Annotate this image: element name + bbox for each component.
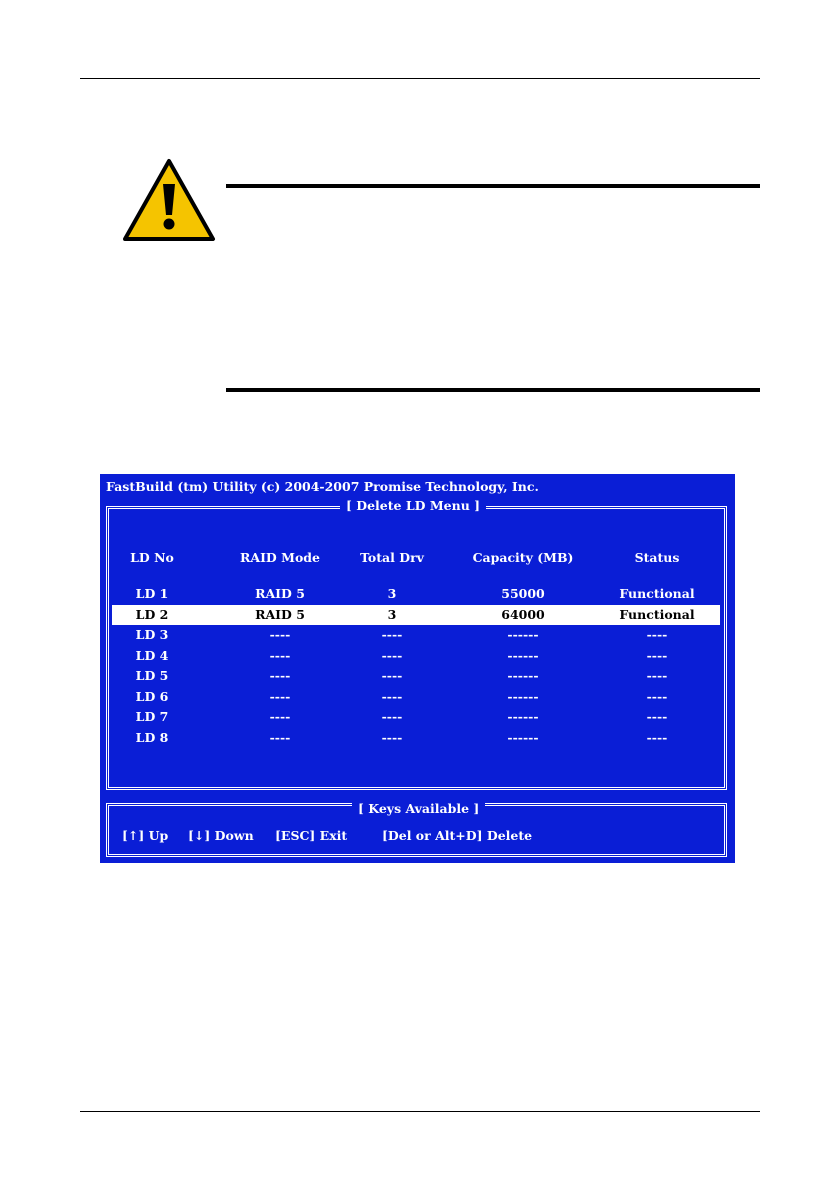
total-drv-cell: ---- bbox=[381, 709, 403, 724]
key-exit-hint[interactable]: [ESC] Exit bbox=[275, 828, 348, 843]
ld-row[interactable] bbox=[112, 646, 720, 666]
key-delete-hint[interactable]: [Del or Alt+D] Delete bbox=[382, 828, 533, 843]
status-cell: Functional bbox=[619, 586, 695, 601]
ld-no-cell: LD 1 bbox=[135, 586, 169, 601]
status-cell: ---- bbox=[646, 688, 668, 704]
raid-mode-cell: ---- bbox=[269, 688, 291, 704]
status-cell: ---- bbox=[646, 647, 668, 663]
raid-mode-cell: RAID 5 bbox=[255, 606, 305, 622]
status-cell: Functional bbox=[619, 606, 695, 622]
keys-title: [ Keys Available ] bbox=[352, 801, 485, 817]
caution-bottom-rule bbox=[226, 388, 760, 392]
ld-no-cell: LD 8 bbox=[135, 729, 169, 745]
fastbuild-utility-screen bbox=[100, 474, 735, 863]
capacity-cell: ------ bbox=[507, 729, 539, 745]
raid-mode-cell: RAID 5 bbox=[255, 586, 305, 601]
caution-top-rule bbox=[226, 184, 760, 188]
col-raid-mode-header: RAID Mode bbox=[240, 550, 320, 565]
key-down-hint[interactable]: [↓] Down bbox=[188, 828, 254, 843]
capacity-cell: ------ bbox=[507, 668, 539, 683]
total-drv-cell: 3 bbox=[387, 586, 397, 601]
status-cell: ---- bbox=[646, 627, 668, 642]
col-status-header: Status bbox=[634, 550, 680, 565]
status-cell: ---- bbox=[646, 729, 668, 745]
col-capacity-header: Capacity (MB) bbox=[472, 550, 574, 565]
status-cell: ---- bbox=[646, 709, 668, 724]
warning-triangle-icon bbox=[122, 158, 216, 242]
raid-mode-cell: ---- bbox=[269, 729, 291, 745]
ld-no-cell: LD 5 bbox=[135, 668, 169, 683]
ld-row[interactable] bbox=[112, 625, 720, 645]
capacity-cell: ------ bbox=[507, 709, 539, 724]
ld-no-cell: LD 7 bbox=[135, 709, 169, 724]
key-up-hint[interactable]: [↑] Up bbox=[122, 828, 169, 843]
top-page-rule bbox=[80, 78, 760, 79]
ld-row[interactable] bbox=[112, 605, 720, 625]
total-drv-cell: ---- bbox=[381, 729, 403, 745]
ld-row[interactable] bbox=[112, 728, 720, 748]
total-drv-cell: ---- bbox=[381, 688, 403, 704]
delete-ld-menu-title: [ Delete LD Menu ] bbox=[340, 498, 486, 514]
capacity-cell: 55000 bbox=[501, 586, 545, 601]
ld-no-cell: LD 3 bbox=[135, 627, 169, 642]
total-drv-cell: 3 bbox=[387, 606, 397, 622]
ld-no-cell: LD 6 bbox=[135, 688, 169, 704]
ld-row[interactable] bbox=[112, 666, 720, 686]
utility-header: FastBuild (tm) Utility (c) 2004-2007 Promise Technology, Inc. bbox=[106, 479, 539, 494]
raid-mode-cell: ---- bbox=[269, 668, 291, 683]
total-drv-cell: ---- bbox=[381, 627, 403, 642]
capacity-cell: ------ bbox=[507, 647, 539, 663]
ld-row[interactable] bbox=[112, 584, 720, 604]
raid-mode-cell: ---- bbox=[269, 647, 291, 663]
capacity-cell: ------ bbox=[507, 627, 539, 642]
bottom-page-rule bbox=[80, 1111, 760, 1112]
capacity-cell: ------ bbox=[507, 688, 539, 704]
capacity-cell: 64000 bbox=[501, 606, 545, 622]
ld-row[interactable] bbox=[112, 707, 720, 727]
status-cell: ---- bbox=[646, 668, 668, 683]
raid-mode-cell: ---- bbox=[269, 627, 291, 642]
total-drv-cell: ---- bbox=[381, 668, 403, 683]
total-drv-cell: ---- bbox=[381, 647, 403, 663]
ld-row[interactable] bbox=[112, 687, 720, 707]
raid-mode-cell: ---- bbox=[269, 709, 291, 724]
ld-no-cell: LD 4 bbox=[135, 647, 169, 663]
ld-no-cell: LD 2 bbox=[135, 606, 169, 622]
col-total-drv-header: Total Drv bbox=[360, 550, 424, 565]
col-ld-no-header: LD No bbox=[130, 550, 174, 565]
